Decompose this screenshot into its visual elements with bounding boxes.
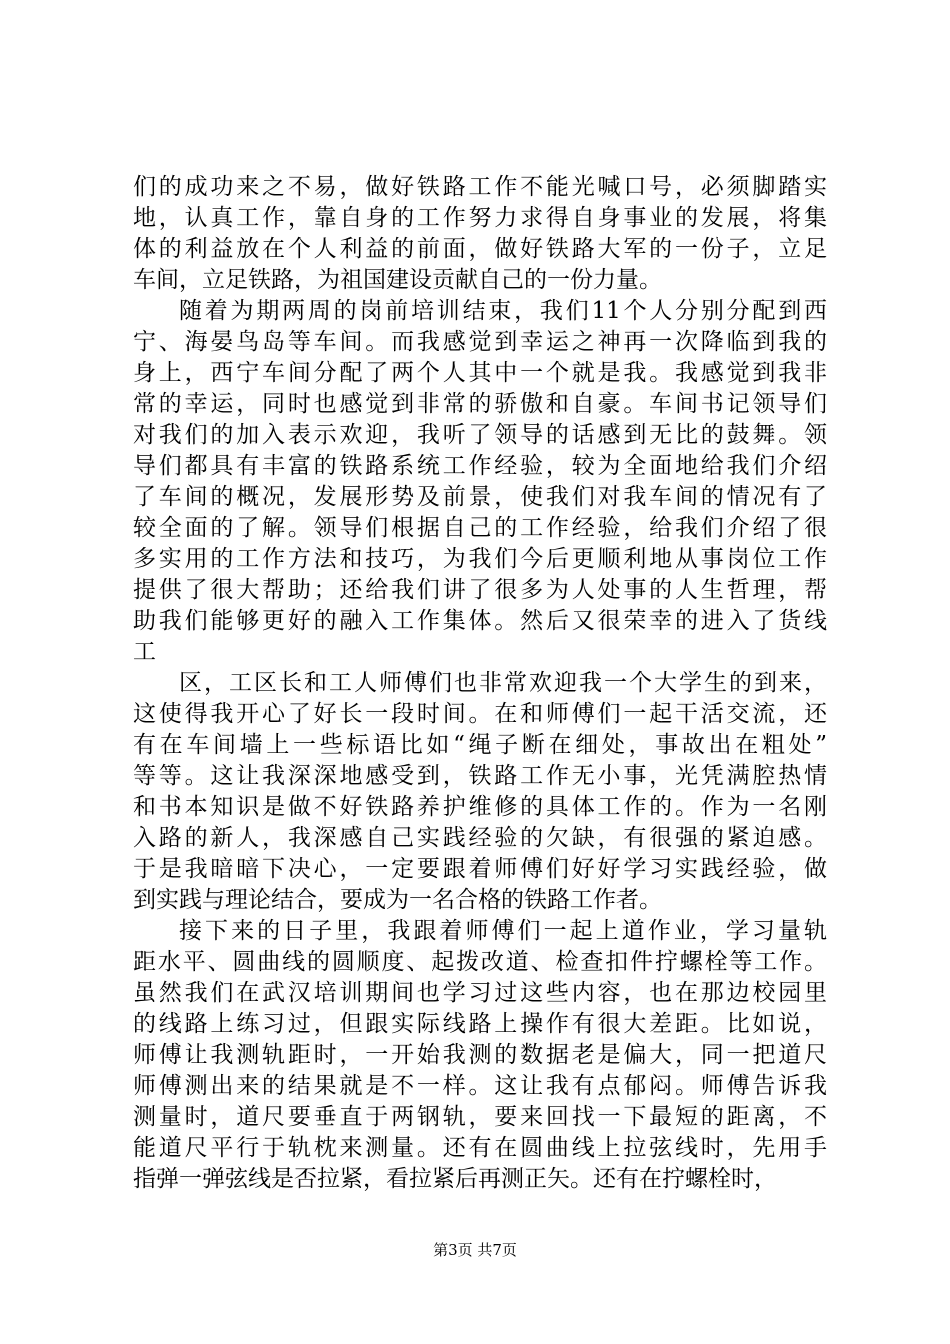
- paragraph-line: 虽然我们在武汉培训期间也学习过这些内容，也在那边校园里: [133, 980, 827, 1006]
- paragraph-line: 随着为期两周的岗前培训结束，我们11个人分别分配到西: [179, 298, 827, 324]
- paragraph-line: 们的成功来之不易，做好铁路工作不能光喊口号，必须脚踏实: [133, 174, 827, 200]
- paragraph-line: 区，工区长和工人师傅们也非常欢迎我一个大学生的到来，: [179, 670, 827, 696]
- paragraph-line: 宁、海晏鸟岛等车间。而我感觉到幸运之神再一次降临到我的: [133, 329, 827, 355]
- paragraph-line: 指弹一弹弦线是否拉紧，看拉紧后再测正矢。还有在拧螺栓时，: [133, 1166, 777, 1192]
- paragraph-line: 常的幸运，同时也感觉到非常的骄傲和自豪。车间书记领导们: [133, 391, 827, 417]
- paragraph-line: 的线路上练习过，但跟实际线路上操作有很大差距。比如说，: [133, 1011, 827, 1037]
- paragraph-line: 距水平、圆曲线的圆顺度、起拨改道、检查扣件拧螺栓等工作。: [133, 949, 827, 975]
- paragraph-line: 等等。这让我深深地感受到，铁路工作无小事，光凭满腔热情: [133, 763, 827, 789]
- paragraph-line: 和书本知识是做不好铁路养护维修的具体工作的。作为一名刚: [133, 794, 827, 820]
- paragraph-line: 提供了很大帮助；还给我们讲了很多为人处事的人生哲理，帮: [133, 577, 827, 603]
- paragraph-line: 测量时，道尺要垂直于两钢轨，要来回找一下最短的距离，不: [133, 1104, 827, 1130]
- paragraph-line: 身上，西宁车间分配了两个人其中一个就是我。我感觉到我非: [133, 360, 827, 386]
- paragraph-line: 多实用的工作方法和技巧，为我们今后更顺利地从事岗位工作: [133, 546, 827, 572]
- paragraph-line: 接下来的日子里，我跟着师傅们一起上道作业，学习量轨: [179, 918, 827, 944]
- paragraph-line: 车间，立足铁路，为祖国建设贡献自己的一份力量。: [133, 267, 662, 293]
- paragraph: [133, 172, 827, 296]
- paragraph-line: 地，认真工作，靠自身的工作努力求得自身事业的发展，将集: [133, 205, 827, 231]
- document-body: [133, 172, 827, 1195]
- paragraph: [133, 296, 827, 668]
- paragraph-line: 体的利益放在个人利益的前面，做好铁路大军的一份子，立足: [133, 236, 827, 262]
- paragraph-line: 于是我暗暗下决心，一定要跟着师傅们好好学习实践经验，做: [133, 856, 827, 882]
- paragraph-line: 师傅测出来的结果就是不一样。这让我有点郁闷。师傅告诉我: [133, 1073, 827, 1099]
- paragraph-line: 到实践与理论结合，要成为一名合格的铁路工作者。: [133, 887, 662, 913]
- paragraph-line: 工: [133, 639, 156, 665]
- paragraph-line: 较全面的了解。领导们根据自己的工作经验，给我们介绍了很: [133, 515, 827, 541]
- paragraph-line: 师傅让我测轨距时，一开始我测的数据老是偏大，同一把道尺: [133, 1042, 827, 1068]
- paragraph-line: 导们都具有丰富的铁路系统工作经验，较为全面地给我们介绍: [133, 453, 827, 479]
- paragraph-line: 助我们能够更好的融入工作集体。然后又很荣幸的进入了货线: [133, 608, 827, 634]
- paragraph-line: 能道尺平行于轨枕来测量。还有在圆曲线上拉弦线时，先用手: [133, 1135, 827, 1161]
- paragraph: [133, 916, 827, 1195]
- paragraph-line: 入路的新人，我深感自己实践经验的欠缺，有很强的紧迫感。: [133, 825, 827, 851]
- paragraph-line: 了车间的概况，发展形势及前景，使我们对我车间的情况有了: [133, 484, 827, 510]
- page-footer: 第3页 共7页: [433, 1241, 517, 1259]
- paragraph: [133, 668, 827, 916]
- paragraph-line: 这使得我开心了好长一段时间。在和师傅们一起干活交流，还: [133, 701, 827, 727]
- paragraph-line: 对我们的加入表示欢迎，我听了领导的话感到无比的鼓舞。领: [133, 422, 827, 448]
- paragraph-line: 有在车间墙上一些标语比如“绳子断在细处，事故出在粗处”: [133, 732, 827, 758]
